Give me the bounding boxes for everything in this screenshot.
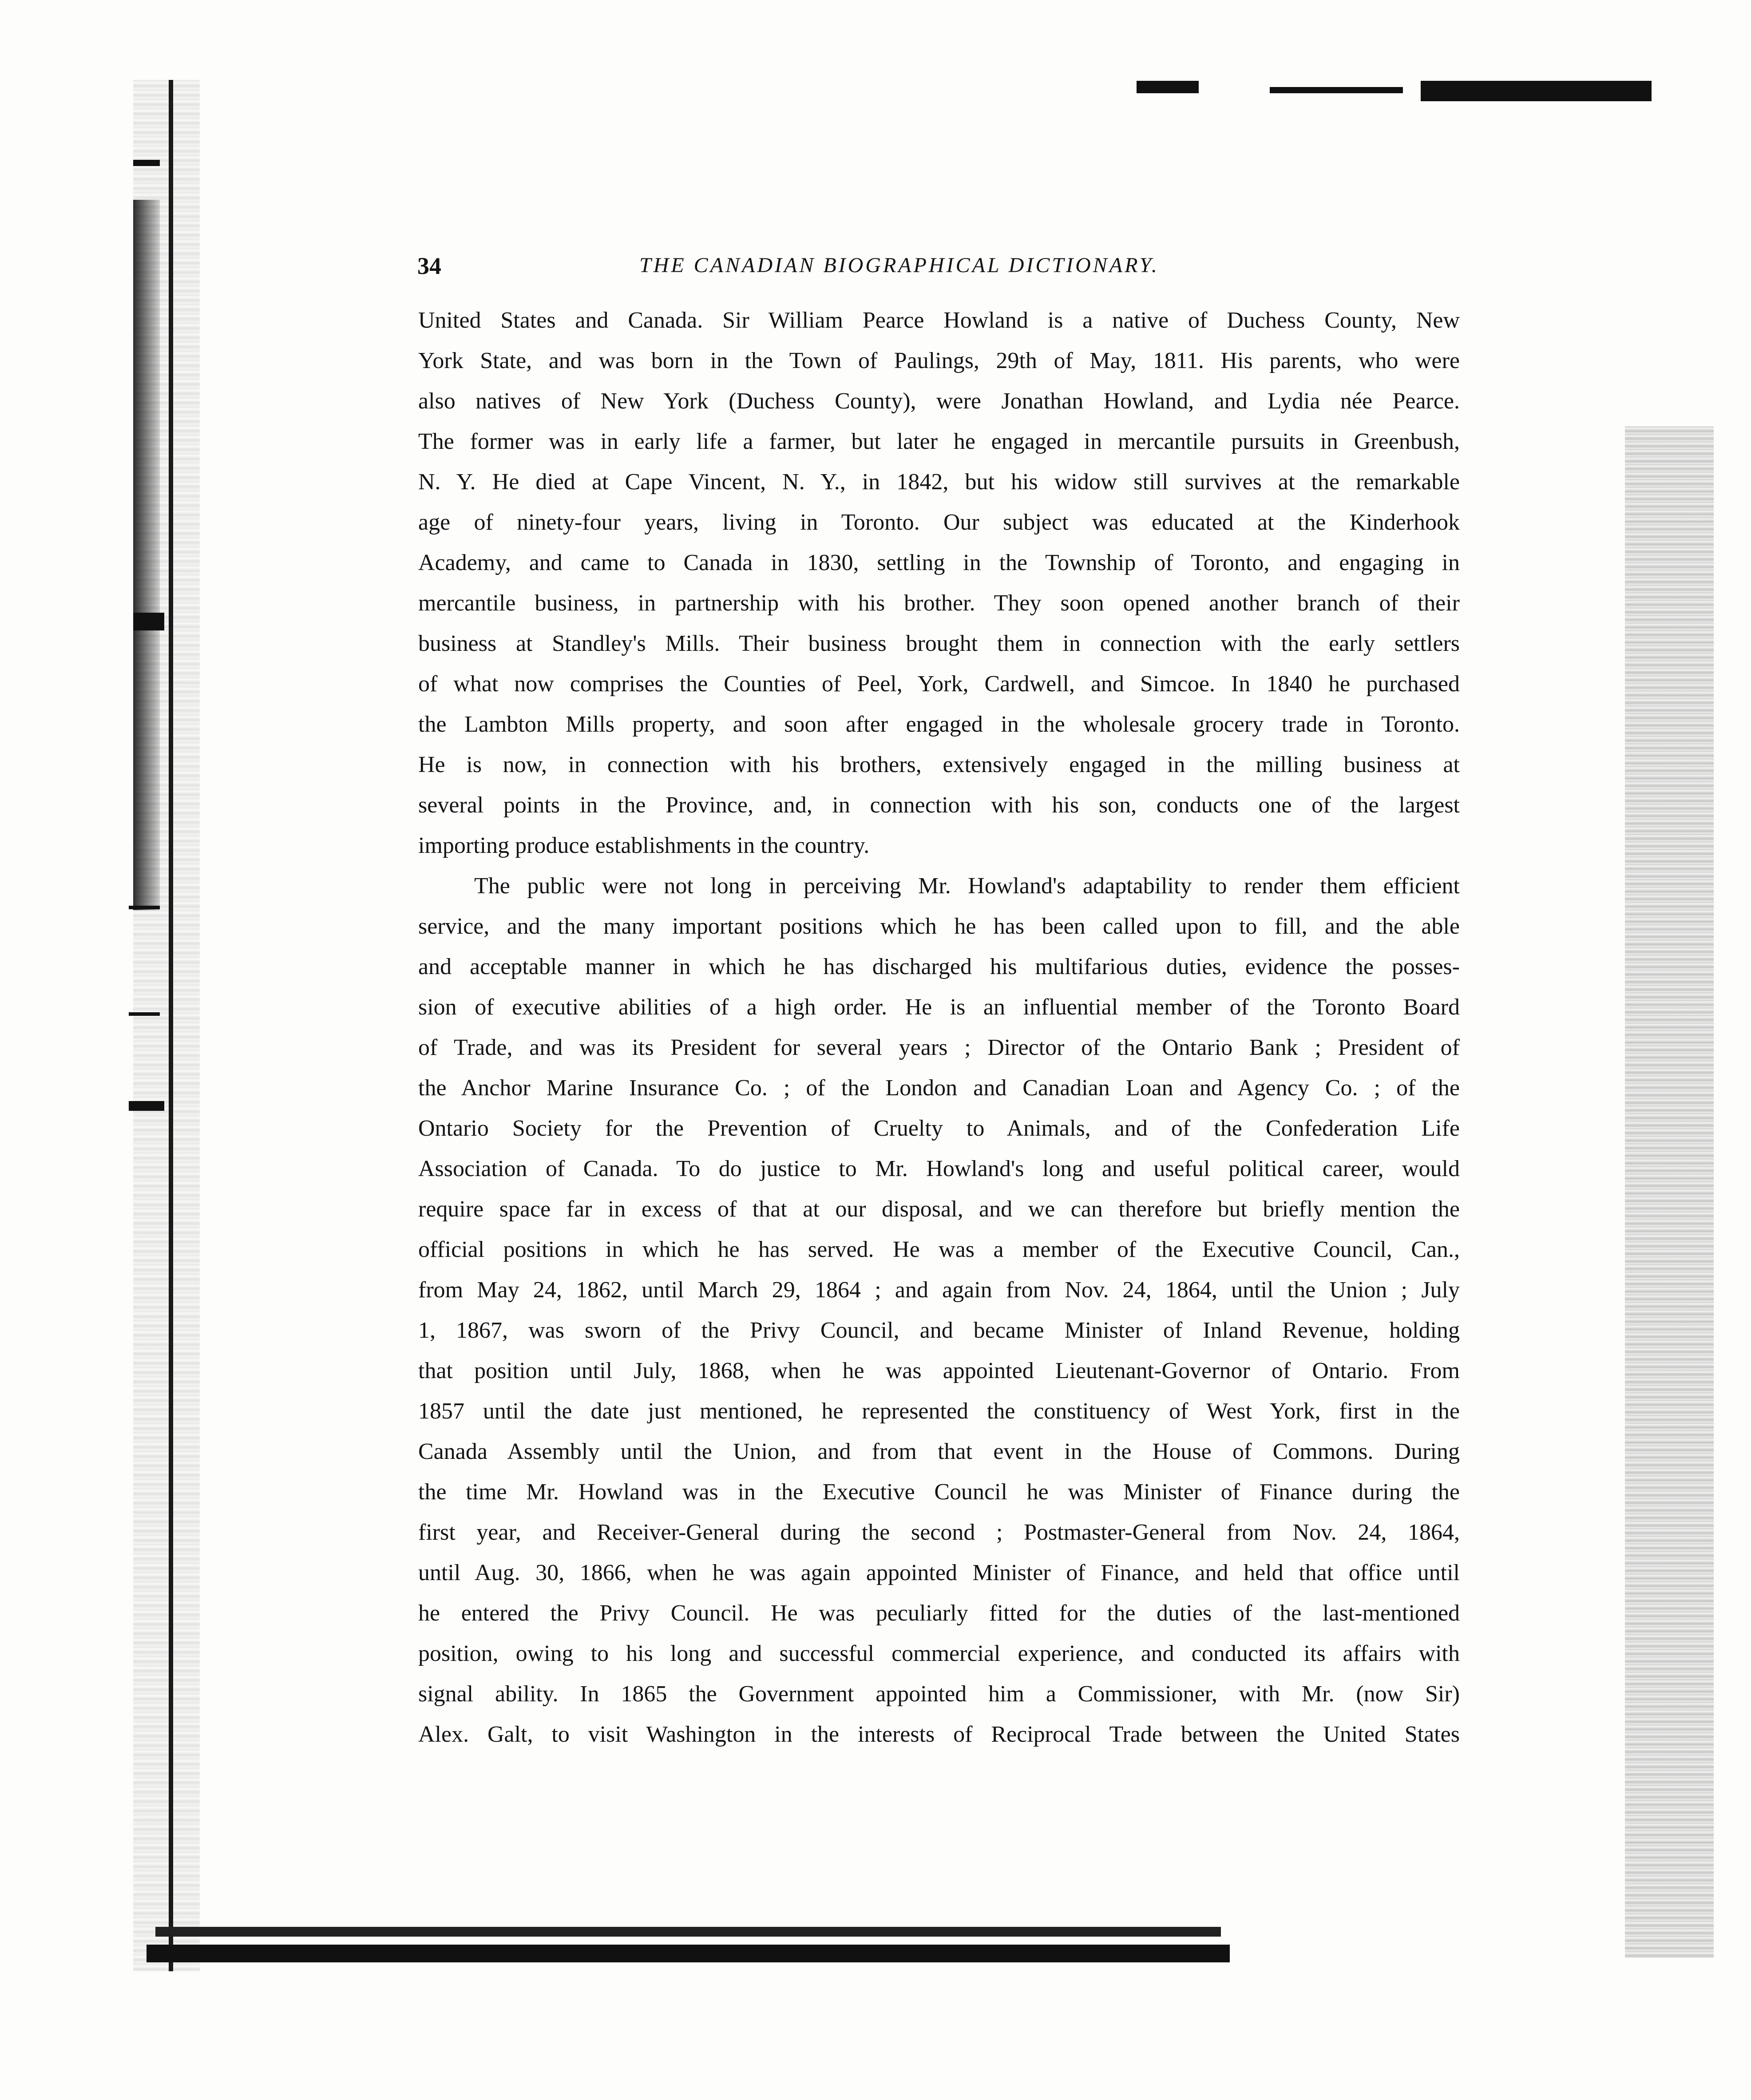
top-scan-rule: [1270, 87, 1403, 93]
paragraph-1: [418, 300, 1460, 866]
text-line: age of ninety-four years, living in Toronto. Our subject was educated at the Kinderhook: [418, 510, 1460, 535]
text-line: and acceptable manner in which he has discharged his multifarious duties, evidence the posses-: [418, 954, 1460, 979]
text-line: require space far in excess of that at our disposal, and we can therefore but briefly mention the: [418, 1197, 1460, 1222]
text-line: he entered the Privy Council. He was peculiarly fitted for the duties of the last-mentioned: [418, 1601, 1460, 1626]
text-line: that position until July, 1868, when he was appointed Lieutenant-Governor of Ontario. From: [418, 1358, 1460, 1383]
binding-edge-line: [169, 80, 173, 1971]
top-scan-rule: [1421, 81, 1652, 101]
text-line: several points in the Province, and, in connection with his son, conducts one of the largest: [418, 792, 1460, 818]
text-line: Academy, and came to Canada in 1830, settling in the Township of Toronto, and engaging in: [418, 550, 1460, 575]
text-line: United States and Canada. Sir William Pearce Howland is a native of Duchess County, New: [418, 308, 1460, 333]
margin-mark: [133, 613, 164, 630]
text-line: Association of Canada. To do justice to Mr. Howland's long and useful political career, would: [418, 1156, 1460, 1181]
text-line: He is now, in connection with his brothers, extensively engaged in the milling business at: [418, 752, 1460, 777]
text-line: 1857 until the date just mentioned, he represented the constituency of West York, first in the: [418, 1399, 1460, 1424]
text-line: business at Standley's Mills. Their business brought them in connection with the early settlers: [418, 631, 1460, 656]
text-line: first year, and Receiver-General during the second ; Postmaster-General from Nov. 24, 1864,: [418, 1520, 1460, 1545]
text-line: Alex. Galt, to visit Washington in the interests of Reciprocal Trade between the United States: [418, 1722, 1460, 1747]
text-line: sion of executive abilities of a high order. He is an influential member of the Toronto Board: [418, 995, 1460, 1020]
text-line: signal ability. In 1865 the Government appointed him a Commissioner, with Mr. (now Sir): [418, 1681, 1460, 1707]
bottom-scan-frame: [155, 1927, 1221, 1937]
text-line: of Trade, and was its President for several years ; Director of the Ontario Bank ; President of: [418, 1035, 1460, 1060]
text-line: of what now comprises the Counties of Peel, York, Cardwell, and Simcoe. In 1840 he purchased: [418, 671, 1460, 697]
text-line: the Anchor Marine Insurance Co. ; of the London and Canadian Loan and Agency Co. ; of the: [418, 1075, 1460, 1101]
article-body: [418, 300, 1460, 1755]
text-line: The public were not long in perceiving Mr. Howland's adaptability to render them efficient: [474, 873, 1460, 899]
margin-mark: [133, 160, 160, 166]
text-line: N. Y. He died at Cape Vincent, N. Y., in 1842, but his widow still survives at the remarkable: [418, 469, 1460, 495]
paragraph-2: [418, 866, 1460, 1755]
right-edge-noise: [1625, 426, 1714, 1958]
text-line: Canada Assembly until the Union, and from that event in the House of Commons. During: [418, 1439, 1460, 1464]
running-title: THE CANADIAN BIOGRAPHICAL DICTIONARY.: [639, 254, 1159, 277]
text-line: also natives of New York (Duchess County), were Jonathan Howland, and Lydia née Pearce.: [418, 388, 1460, 414]
margin-mark: [129, 1012, 160, 1016]
binding-dark-band: [133, 200, 160, 910]
text-line: 1, 1867, was sworn of the Privy Council, and became Minister of Inland Revenue, holding: [418, 1318, 1460, 1343]
margin-mark: [129, 906, 160, 909]
text-line: mercantile business, in partnership with his brother. They soon opened another branch of their: [418, 590, 1460, 616]
top-scan-rule: [1137, 81, 1199, 93]
text-line: until Aug. 30, 1866, when he was again appointed Minister of Finance, and held that office until: [418, 1560, 1460, 1585]
text-line: York State, and was born in the Town of Paulings, 29th of May, 1811. His parents, who were: [418, 348, 1460, 373]
page-number: 34: [417, 253, 441, 279]
text-line: the Lambton Mills property, and soon after engaged in the wholesale grocery trade in Toronto.: [418, 712, 1460, 737]
text-line: importing produce establishments in the country.: [418, 833, 870, 858]
running-head: [417, 252, 1288, 288]
text-line: official positions in which he has served. He was a member of the Executive Council, Can.,: [418, 1237, 1460, 1262]
text-line: position, owing to his long and successful commercial experience, and conducted its affairs with: [418, 1641, 1460, 1666]
bottom-scan-rule: [147, 1945, 1230, 1962]
text-line: The former was in early life a farmer, but later he engaged in mercantile pursuits in Greenbush,: [418, 429, 1460, 454]
margin-mark: [129, 1101, 164, 1111]
text-line: from May 24, 1862, until March 29, 1864 ; and again from Nov. 24, 1864, until the Union ; July: [418, 1277, 1460, 1303]
text-line: Ontario Society for the Prevention of Cruelty to Animals, and of the Confederation Life: [418, 1116, 1460, 1141]
text-line: service, and the many important positions which he has been called upon to fill, and the able: [418, 914, 1460, 939]
text-line: the time Mr. Howland was in the Executive Council he was Minister of Finance during the: [418, 1479, 1460, 1505]
